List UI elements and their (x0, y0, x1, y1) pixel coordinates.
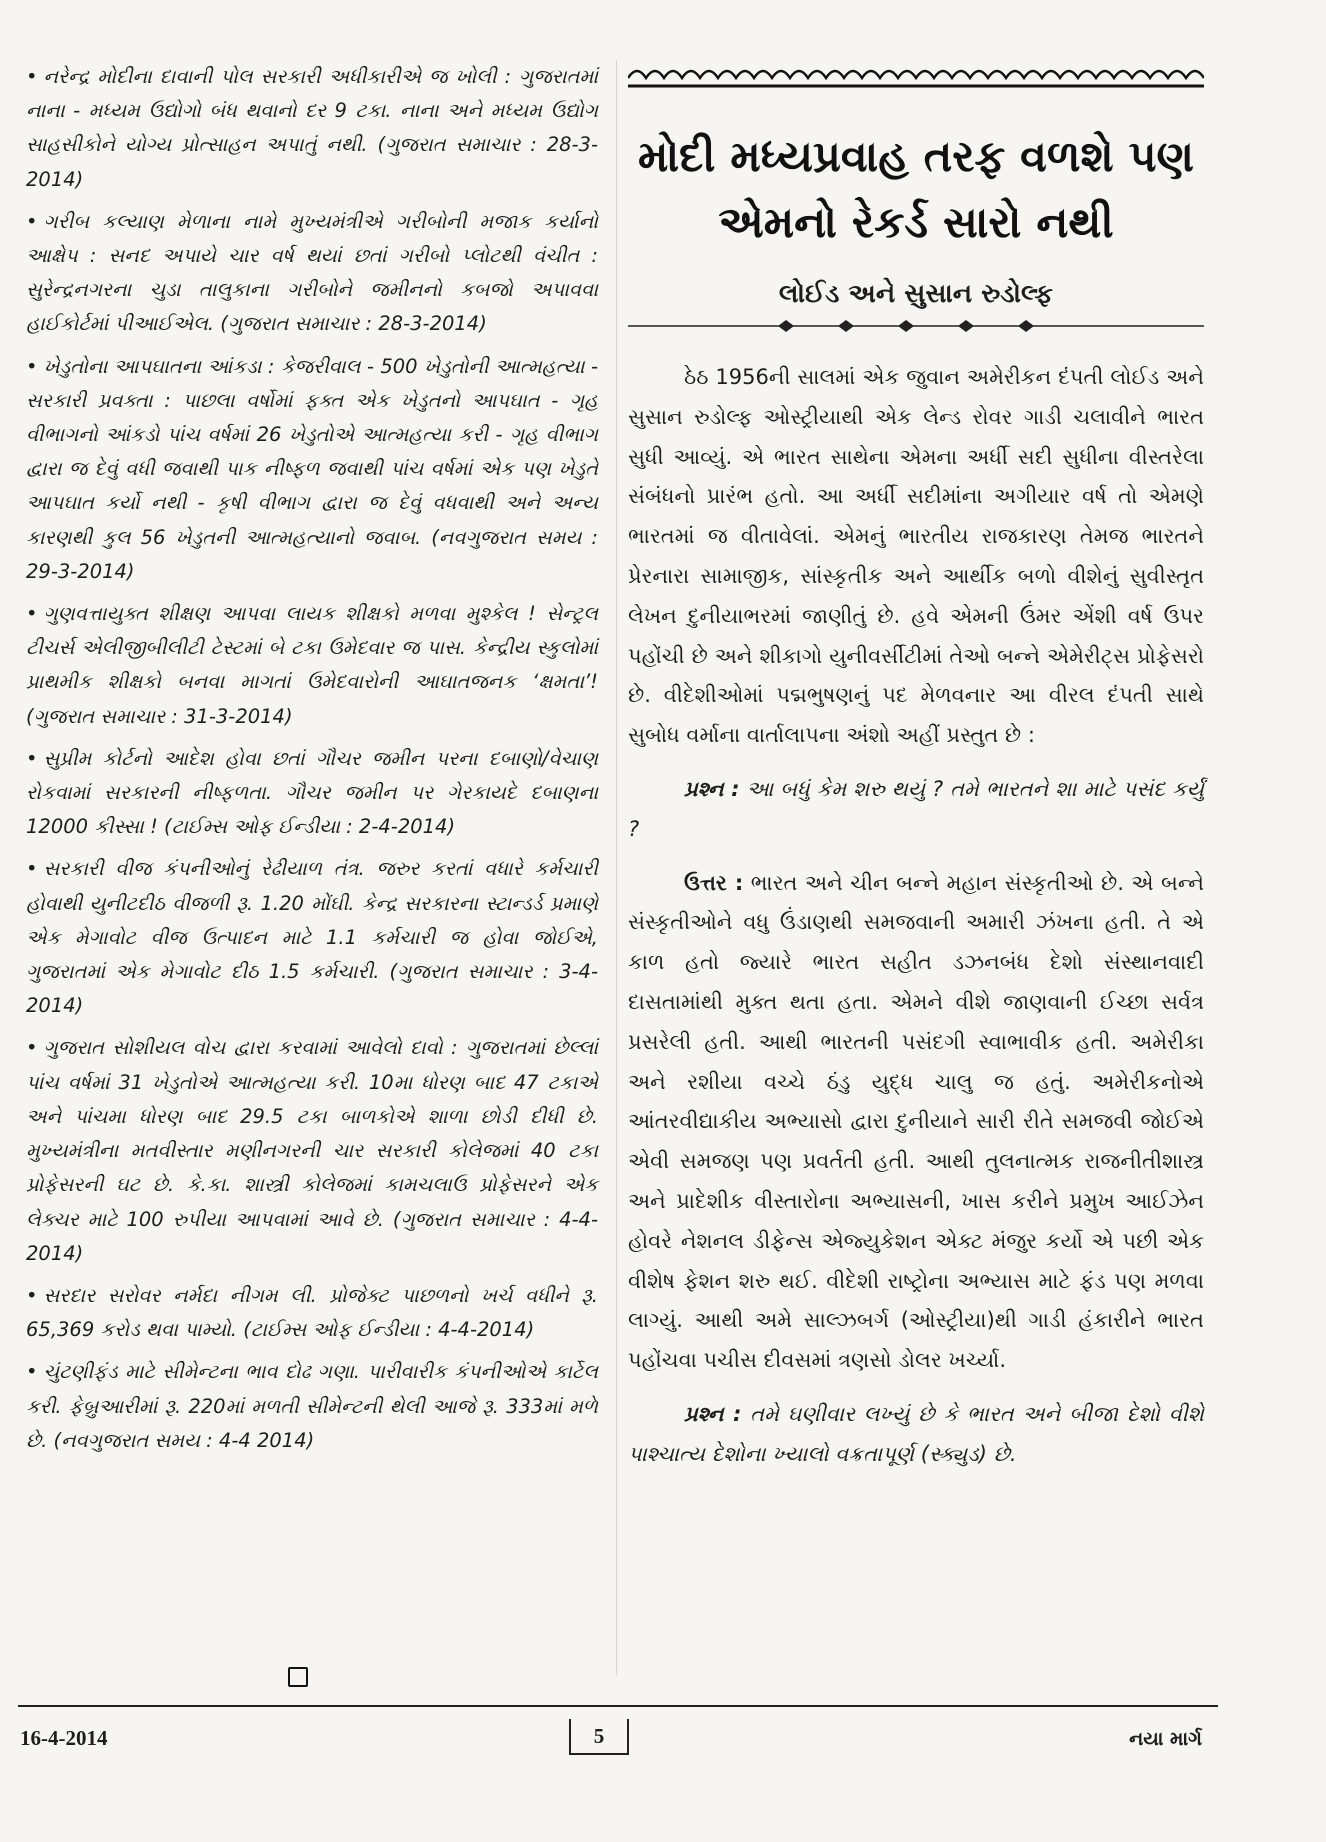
news-item (26, 350, 598, 589)
bullet-icon: • (26, 65, 38, 88)
news-item-text: સરદાર સરોવર નર્મદા નીગમ લી. પ્રોજેક્ટ પાછળનો ખર્ચ વધીને રૂ. 65,369 કરોડ થવા પામ્યો. (ટાઈમ્સ ઓફ ઈન્ડીયા : 4-4-2014) (26, 1283, 598, 1342)
news-item (26, 597, 598, 734)
news-item (26, 205, 598, 342)
article-intro: ઠેઠ 1956ની સાલમાં એક જુવાન અમેરીકન દંપતી લોઈડ અને સુસાન રુડોલ્ફ ઓસ્ટ્રીયાથી એક લેન્ડ રોવર ગાડી ચલાવીને ભારત સુધી આવ્યું. એ ભારત સાથેના એમના અર્ધી સદી સુધીના વીસ્તરેલા સંબંધનો પ્રારંભ હતો. આ અર્ધી સદીમાંના અગીયાર વર્ષ તો એમણે ભારતમાં જ વીતાવેલાં. એમનું ભારતીય રાજકારણ તેમજ ભારતને પ્રેરનારા સામાજીક, સાંસ્કૃતીક અને આર્થીક બળો વીશેનું સુવીસ્તૃત લેખન દુનીયાભરમાં જાણીતું છે. હવે એમની ઉંમર એંશી વર્ષ ઉપર પહોંચી છે અને શીકાગો યુનીવર્સીટીમાં તેઓ બન્ને એમેરીટ્સ પ્રોફેસરો છે. વીદેશીઓમાં પદ્મભુષણનું પદ મેળવનાર આ વીરલ દંપતી સાથે સુબોધ વર્માના વાર્તાલાપના અંશો અહીં પ્રસ્તુત છે : (628, 365, 1204, 748)
news-item-text: ગુજરાત સોશીયલ વોચ દ્વારા કરવામાં આવેલો દાવો : ગુજરાતમાં છેલ્લાં પાંચ વર્ષમાં 31 ખેડુતોએ આત્મહત્યા કરી. 10મા ધોરણ બાદ 47 ટકાએ અને પાંચમા ધોરણ બાદ 29.5 ટકા બાળકોએ શાળા છોડી દીધી છે. મુખ્યમંત્રીના મતવીસ્તાર મણીનગરની ચાર સરકારી કોલેજમાં 40 ટકા પ્રોફેસરની ઘટ છે. કે.કા. શાસ્ત્રી કોલેજમાં કામચલાઉ પ્રોફેસરને એક લેક્ચર માટે 100 રુપીયા આપવામાં આવે છે. (ગુજરાત સમાચાર : 4-4-2014) (26, 1036, 598, 1265)
article-author: લોઈડ અને સુસાન રુડોલ્ફ (778, 279, 1054, 309)
decorative-border-icon (628, 60, 1204, 94)
bullet-icon: • (26, 857, 38, 881)
page-number: 5 (569, 1719, 629, 1755)
question-label: પ્રશ્ન : (684, 776, 740, 801)
question-text: તમે ઘણીવાર લખ્યું છે કે ભારત અને બીજા દેશો વીશે પાશ્ચાત્ય દેશોના ખ્યાલો વક્રતાપૂર્ણ (સ્ક્યુડ) છે. (628, 1401, 1204, 1466)
author-divider-icon (628, 314, 1204, 338)
news-item (26, 742, 598, 845)
news-item-text: સુપ્રીમ કોર્ટનો આદેશ હોવા છતાં ગૌચર જમીન પરના દબાણો/વેચાણ રોકવામાં સરકારની નીષ્ફળતા. ગૌચર જમીન પર ગેરકાયદે દબાણના 12000 કીસ્સા ! (ટાઈમ્સ ઓફ ઈન્ડીયા : 2-4-2014) (26, 746, 598, 839)
question-text: આ બધું કેમ શરુ થયું ? તમે ભારતને શા માટે પસંદ કર્યું ? (628, 776, 1204, 841)
answer-paragraph (628, 864, 1204, 1381)
bullet-icon: • (26, 209, 38, 233)
news-item (26, 60, 598, 197)
news-item-text: ગુણવત્તાયુક્ત શીક્ષણ આપવા લાયક શીક્ષકો મળવા મુશ્કેલ ! સેન્ટ્રલ ટીચર્સ એલીજીબીલીટી ટેસ્ટમાં બે ટકા ઉમેદવાર જ પાસ. કેન્દ્રીય સ્કુલોમાં પ્રાથમીક શીક્ષકો બનવા માગતાં ઉમેદવારોની આઘાતજનક ‘ક્ષમતા’! (ગુજરાત સમાચાર : 31-3-2014) (26, 602, 598, 728)
news-digest-column (26, 60, 598, 1466)
column-divider (616, 60, 617, 1675)
question-paragraph (628, 1395, 1204, 1475)
bullet-icon: • (26, 1036, 38, 1060)
question-label: પ્રશ્ન : (684, 1401, 742, 1426)
article-headline: મોદી મધ્યપ્રવાહ તરફ વળશે પણ એમનો રેકર્ડ સારો નથી (637, 132, 1195, 248)
bullet-icon: • (26, 1360, 38, 1384)
bullet-icon: • (26, 354, 38, 378)
news-item-text: ખેડુતોના આપઘાતના આંકડા : કેજરીવાલ - 500 ખેડુતોની આત્મહત્યા - સરકારી પ્રવક્તા : પાછલા વર્ષોમાં ફક્ત એક ખેડુતનો આપઘાત - ગૃહ વીભાગનો આંકડો પાંચ વર્ષમાં 26 ખેડુતોએ આત્મહત્યા કરી - ગૃહ વીભાગ દ્વારા જ દેવું વધી જવાથી પાક નીષ્ફળ જવાથી પાંચ વર્ષમાં એક પણ ખેડુતે આપઘાત કર્યો નથી - કૃષી વીભાગ દ્વારા જ દેવું વધવાથી અને અન્ય કારણથી કુલ 56 ખેડુતની આત્મહત્યાનો જવાબ. (નવગુજરાત સમય : 29-3-2014) (26, 354, 598, 583)
publication-name: નયા માર્ગ (1129, 1728, 1202, 1750)
news-item-text: ગરીબ કલ્યાણ મેળાના નામે મુખ્યમંત્રીએ ગરીબોની મજાક કર્યાનો આક્ષેપ : સનદ અપાયે ચાર વર્ષ થયાં છતાં ગરીબો પ્લોટથી વંચીત : સુરેન્દ્રનગરના ચુડા તાલુકાના ગરીબોને જમીનનો કબજો અપાવવા હાઈકોર્ટમાં પીઆઈએલ. (ગુજરાત સમાચાર : 28-3-2014) (26, 209, 598, 336)
news-item-text: ચુંટણીફંડ માટે સીમેન્ટના ભાવ દોઢ ગણા. પારીવારીક કંપનીઓએ કાર્ટેલ કરી. ફેબ્રુઆરીમાં રૂ. 220માં મળતી સીમેન્ટની થેલી આજે રૂ. 333માં મળે છે. (નવગુજરાત સમય : 4-4 2014) (26, 1360, 598, 1452)
news-item (26, 1355, 598, 1458)
end-of-section-icon (288, 1667, 308, 1687)
bullet-icon: • (26, 1283, 38, 1307)
article-body (628, 358, 1204, 1475)
bullet-icon: • (26, 746, 38, 770)
issue-date: 16-4-2014 (20, 1726, 108, 1750)
news-item-text: સરકારી વીજ કંપનીઓનું રેઢીયાળ તંત્ર. જરુર કરતાં વધારે કર્મચારી હોવાથી યુનીટદીઠ વીજળી રૂ. 1.20 મોંઘી. કેન્દ્ર સરકારના સ્ટાન્ડર્ડ પ્રમાણે એક મેગાવોટ વીજ ઉત્પાદન માટે 1.1 કર્મચારી જ હોવા જોઈએ, ગુજરાતમાં એક મેગાવોટ દીઠ 1.5 કર્મચારી. (ગુજરાત સમાચાર : 3-4-2014) (26, 857, 598, 1018)
news-item-text: નરેન્દ્ર મોદીના દાવાની પોલ સરકારી અધીકારીએ જ ખોલી : ગુજરાતમાં નાના - મધ્યમ ઉદ્યોગો બંધ થવાનો દર 9 ટકા. નાના અને મધ્યમ ઉદ્યોગ સાહસીકોને યોગ્ય પ્રોત્સાહન અપાતું નથી. (ગુજરાત સમાચાર : 28-3-2014) (26, 65, 598, 191)
answer-label: ઉત્તર : (684, 870, 744, 895)
article-column (628, 60, 1204, 1489)
answer-text: ભારત અને ચીન બન્ને મહાન સંસ્કૃતીઓ છે. એ બન્ને સંસ્કૃતીઓને વધુ ઉંડાણથી સમજવાની અમારી ઝંખના હતી. તે એ કાળ હતો જ્યારે ભારત સહીત ડઝનબંધ દેશો સંસ્થાનવાદી દાસતામાંથી મુક્ત થતા હતા. એમને વીશે જાણવાની ઈચ્છા સર્વત્ર પ્રસરેલી હતી. આથી ભારતની પસંદગી સ્વાભાવીક હતી. અમેરીકા અને રશીયા વચ્ચે ઠંડુ યુદ્ધ ચાલુ જ હતું. અમેરીકનોએ આંતરવીદ્યાકીય અભ્યાસો દ્વારા દુનીયાને સારી રીતે સમજવી જોઈએ એવી સમજણ પણ પ્રવર્તતી હતી. આથી તુલનાત્મક રાજનીતીશાસ્ત્ર અને પ્રાદેશીક વીસ્તારોના અભ્યાસની, ખાસ કરીને પ્રમુખ આઈઝેન હોવરે નેશનલ ડીફેન્સ એજ્યુકેશન એક્ટ મંજુર કર્યો એ પછી એક વીશેષ ફેશન શરુ થઈ. વીદેશી રાષ્ટ્રોના અભ્યાસ માટે ફંડ પણ મળવા લાગ્યું. આથી અમે સાલ્ઝબર્ગ (ઓસ્ટ્રીયા)થી ગાડી હંકારીને ભારત પહોંચવા પચીસ દીવસમાં ત્રણસો ડોલર ખર્ચ્યા. (628, 870, 1204, 1373)
question-paragraph (628, 770, 1204, 850)
bullet-icon: • (26, 602, 38, 626)
news-item (26, 1031, 598, 1270)
footer-divider (18, 1705, 1218, 1707)
news-item (26, 1279, 598, 1347)
news-item (26, 852, 598, 1023)
